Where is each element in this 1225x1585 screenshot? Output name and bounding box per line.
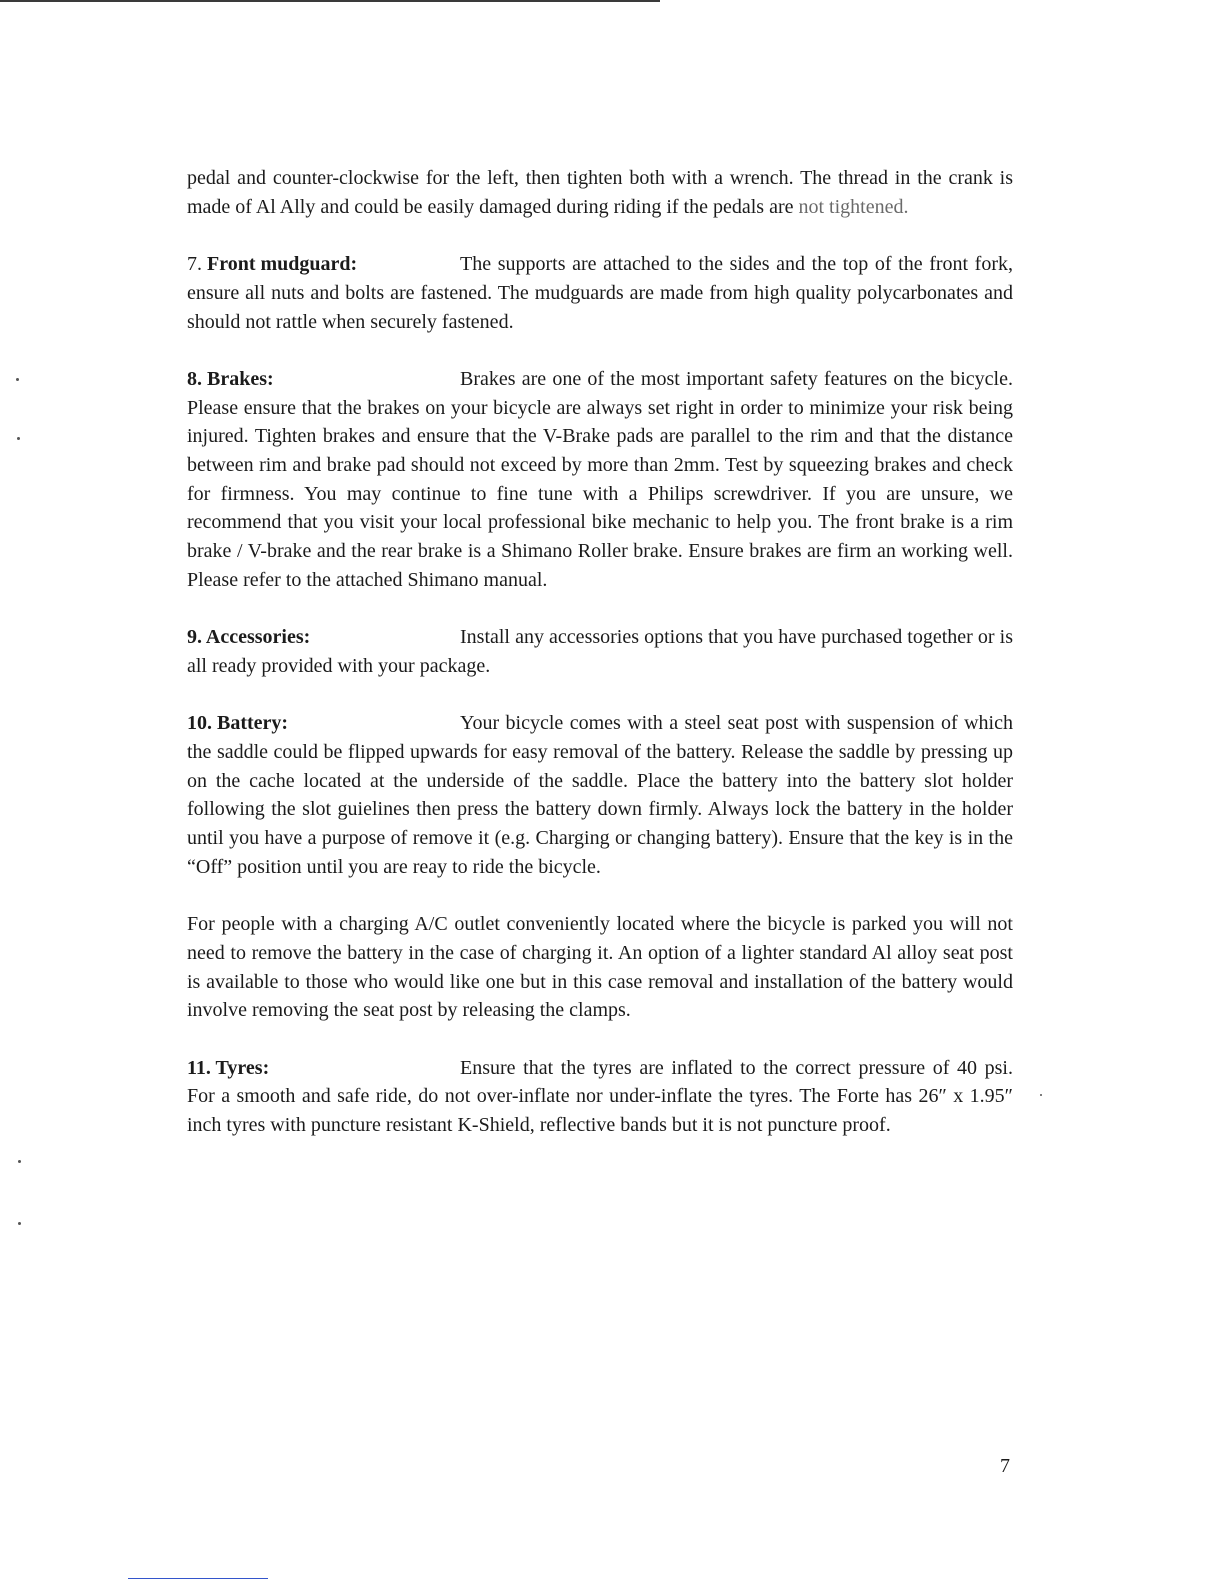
- section-body: Your bicycle comes with a steel seat post with suspension of which the saddle could be flipped upwards for easy removal of the battery. Release the saddle by pressing up on the cache located at the underside of the saddle. Place the battery into the battery slot holder following the slot guielines then press the battery down firmly. Always lock the battery in the holder until you have a purpose of remove it (e.g. Charging or changing battery). Ensure that the key is in the “Off” position until you are reay to ride the bicycle.: [187, 712, 1013, 878]
- intro-paragraph: [187, 164, 1013, 221]
- section-number: 7.: [187, 253, 202, 276]
- scan-speck: [17, 437, 20, 440]
- page-number: 7: [1000, 1455, 1010, 1477]
- section-accessories: [187, 623, 1013, 680]
- section-number: 11.: [187, 1056, 211, 1079]
- section-brakes: [187, 365, 1013, 595]
- section-tyres: [187, 1054, 1013, 1140]
- section-heading: [187, 1054, 460, 1083]
- section-front-mudguard: [187, 250, 1013, 336]
- section-battery: [187, 709, 1013, 881]
- section-body: Install any accessories options that you have purchased together or is all ready provided with your package.: [187, 626, 1013, 677]
- section-title: Front mudguard:: [207, 253, 358, 276]
- battery-charging-paragraph: [187, 910, 1013, 1025]
- section-body: Ensure that the tyres are inflated to the correct pressure of 40 psi. For a smooth and safe ride, do not over-inflate nor under-inflate the tyres. The Forte has 26″ x 1.95″ inch tyres with puncture resistant K-Shield, reflective bands but it is not puncture proof.: [187, 1056, 1013, 1137]
- section-heading: [187, 250, 460, 279]
- section-title: Tyres:: [215, 1056, 270, 1079]
- section-heading: [187, 365, 460, 394]
- scan-speck: [18, 1222, 21, 1225]
- section-title: Brakes:: [207, 367, 274, 390]
- section-body: Brakes are one of the most important safety features on the bicycle. Please ensure that the brakes on your bicycle are always set right in order to minimize your risk being injured. Tighten brakes and ensure that the V-Brake pads are parallel to the rim and that the distance between rim and brake pad should not exceed by more than 2mm. Test by squeezing brakes and check for firmness. You may continue to fine tune with a Philips screwdriver. If you are unsure, we recommend that you visit your local professional bike mechanic to help you. The front brake is a rim brake / V-brake and the rear brake is a Shimano Roller brake. Ensure brakes are firm an working well. Please refer to the attached Shimano manual.: [187, 367, 1013, 591]
- section-body: The supports are attached to the sides and the top of the front fork, ensure all nuts and bolts are fastened. The mudguards are made from high quality polycarbonates and should not rattle when securely fastened.: [187, 253, 1013, 333]
- page-content: [187, 164, 1013, 1169]
- intro-line-2: the crank is made of Al Ally and could be easily damaged during riding if the pedals are: [187, 167, 1014, 218]
- section-heading: [187, 709, 460, 738]
- scan-border-bottom: [128, 1578, 268, 1579]
- paragraph-body: For people with a charging A/C outlet conveniently located where the bicycle is parked you will not need to remove the battery in the case of charging it. An option of a lighter standard Al alloy seat post is available to those who would like one but in this case removal and installation of the battery would involve removing the seat post by releasing the clamps.: [187, 913, 1013, 1022]
- section-heading: [187, 623, 460, 652]
- section-number: 10.: [187, 712, 212, 735]
- section-title: Battery:: [217, 712, 289, 735]
- section-number: 9.: [187, 626, 202, 649]
- scan-speck: [1040, 1094, 1042, 1096]
- intro-line-1: pedal and counter-clockwise for the left, then tighten both with a wrench. The thread in: [187, 167, 911, 189]
- section-title: Accessories:: [205, 626, 311, 649]
- scan-speck: [18, 1160, 21, 1163]
- scan-speck: [16, 378, 19, 381]
- scan-border-top: [0, 0, 660, 2]
- section-number: 8.: [187, 367, 202, 390]
- intro-line-3: not tightened.: [798, 195, 909, 218]
